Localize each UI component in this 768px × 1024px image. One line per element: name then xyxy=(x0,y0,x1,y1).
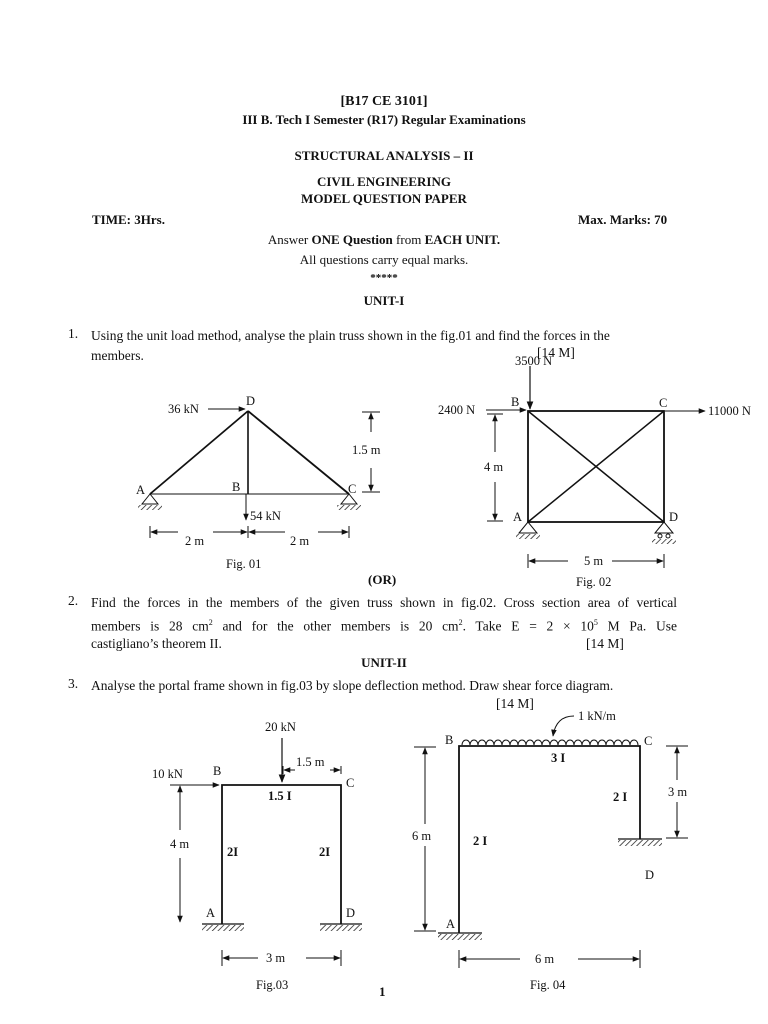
fig03-load-left: 10 kN xyxy=(152,767,183,781)
fig02-caption: Fig. 02 xyxy=(576,575,612,589)
q1-number: 1. xyxy=(68,326,79,341)
time-label: TIME: 3Hrs. xyxy=(92,212,165,227)
fig03-frame xyxy=(170,738,362,966)
fig01-node-a: A xyxy=(136,483,146,497)
fig03-node-b: B xyxy=(213,764,222,778)
fig01-member-cd xyxy=(248,411,349,494)
fig01-span1: 2 m xyxy=(185,534,205,548)
unit2-title: UNIT-II xyxy=(361,655,407,670)
fig03-col-right-i: 2I xyxy=(319,845,331,859)
q1-line2: members. xyxy=(91,348,144,363)
fig03-node-c: C xyxy=(346,776,355,790)
fig01-node-c: C xyxy=(348,482,357,496)
q2-marks: [14 M] xyxy=(586,636,624,651)
fig04-height-right: 3 m xyxy=(668,785,688,799)
fig04-height-left: 6 m xyxy=(412,829,432,843)
fig02-roller xyxy=(658,534,662,538)
fig03-load-top: 20 kN xyxy=(265,720,296,734)
fig01-load-d: 36 kN xyxy=(168,402,199,416)
fig04-col-left-i: 2 I xyxy=(473,834,488,848)
fig02-node-a: A xyxy=(513,510,523,524)
q2-number: 2. xyxy=(68,593,79,608)
or-separator: (OR) xyxy=(368,572,397,587)
fig04-beam-i: 3 I xyxy=(551,751,566,765)
fig04-hatch-d xyxy=(618,840,662,846)
fig04-span: 6 m xyxy=(535,952,555,966)
q1-marks: [14 M] xyxy=(537,345,575,360)
fig02-hatch-a xyxy=(516,534,540,539)
fig01-hatch-c xyxy=(337,505,361,510)
fig02-node-b: B xyxy=(511,395,520,409)
fig02-load-right: 11000 N xyxy=(708,404,751,418)
fig01-load-b: 54 kN xyxy=(250,509,281,523)
q3-number: 3. xyxy=(68,676,79,691)
fig02-height: 4 m xyxy=(484,460,504,474)
fig04-caption: Fig. 04 xyxy=(530,978,566,992)
fig01-height: 1.5 m xyxy=(352,443,381,457)
fig04-udl-leader xyxy=(553,716,574,736)
fig03-col-left-i: 2I xyxy=(227,845,239,859)
subject-title: STRUCTURAL ANALYSIS – II xyxy=(294,148,474,163)
paper-code: [B17 CE 3101] xyxy=(340,94,428,109)
fig03-node-a: A xyxy=(206,906,216,920)
fig04-hatch-a xyxy=(438,934,482,940)
q3-text: Analyse the portal frame shown in fig.03 by slope deflection method. Draw shear force diagram. xyxy=(91,678,614,693)
branch-title: CIVIL ENGINEERING xyxy=(316,174,451,189)
max-marks: Max. Marks: 70 xyxy=(578,212,668,227)
fig03-node-d: D xyxy=(346,906,356,920)
fig02-hatch-d xyxy=(652,539,676,544)
fig01-span2: 2 m xyxy=(290,534,310,548)
fig03-span: 3 m xyxy=(266,951,286,965)
fig01-caption: Fig. 01 xyxy=(226,557,262,571)
fig03-height: 4 m xyxy=(170,837,190,851)
fig01-node-b: B xyxy=(232,480,241,494)
fig04-udl-loops xyxy=(462,740,638,745)
q1-line1: Using the unit load method, analyse the plain truss shown in the fig.01 and find the forces in the xyxy=(91,328,610,343)
fig02-load-top: 3500 N xyxy=(515,354,553,368)
q2-line2: members is 28 $cm^2$ and for the other members is 20 $cm^2$. Take $E = 2 \times 10^5$ M Pa. Use xyxy=(91,618,677,634)
fig02-span: 5 m xyxy=(584,554,604,568)
unit1-title: UNIT-I xyxy=(363,293,405,308)
paper-type: MODEL QUESTION PAPER xyxy=(301,191,467,206)
fig03-beam-i: 1.5 I xyxy=(268,789,292,803)
fig04-node-a: A xyxy=(446,917,456,931)
fig04-node-b: B xyxy=(445,733,454,747)
fig03-offset: 1.5 m xyxy=(296,755,325,769)
fig04-node-c: C xyxy=(644,734,653,748)
fig02-roller xyxy=(666,534,670,538)
fig01-hatch-a xyxy=(138,505,162,510)
fig04-col-right-i: 2 I xyxy=(613,790,628,804)
instruction-answer: Answer ONE Question from EACH UNIT. xyxy=(267,232,501,247)
q2-line1: Find the forces in the members of the given truss shown in fig.02. Cross section area of vertical xyxy=(91,595,677,610)
q2-line3: castigliano’s theorem II. xyxy=(91,636,222,651)
stars-divider: ***** xyxy=(370,272,398,284)
fig04-node-d: D xyxy=(645,868,655,882)
instruction-equal: All questions carry equal marks. xyxy=(299,252,469,267)
fig02-node-d: D xyxy=(669,510,679,524)
page-number: 1 xyxy=(379,984,386,999)
fig04-udl: 1 kN/m xyxy=(578,709,616,723)
fig03-hatch-a xyxy=(202,925,244,931)
q3-marks: [14 M] xyxy=(496,696,534,711)
exam-title: III B. Tech I Semester (R17) Regular Examinations xyxy=(242,112,526,127)
fig02-node-c: C xyxy=(659,396,668,410)
fig03-hatch-d xyxy=(320,925,362,931)
fig01-node-d: D xyxy=(246,394,256,408)
fig02-load-left: 2400 N xyxy=(438,403,476,417)
fig03-caption: Fig.03 xyxy=(256,978,289,992)
